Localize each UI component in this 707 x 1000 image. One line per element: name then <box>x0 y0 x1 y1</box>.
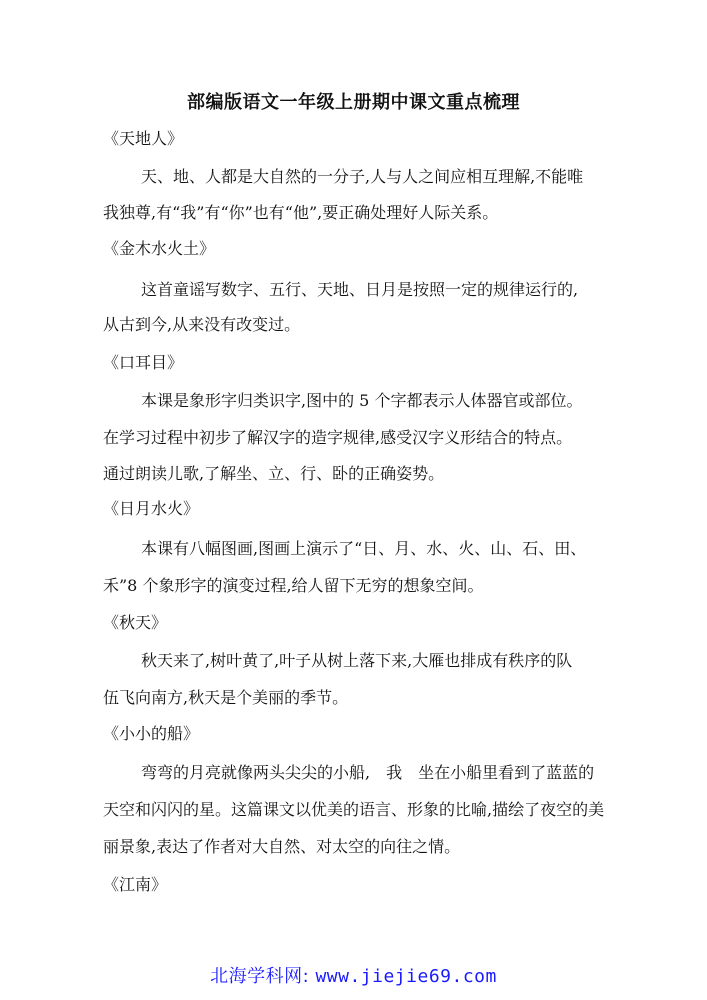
section-heading: 《小小的船》 <box>103 724 200 743</box>
paragraph-line: 这首童谣写数字、五行、天地、日月是按照一定的规律运行的, <box>141 280 579 299</box>
paragraph-line: 禾”8 个象形字的演变过程,给人留下无穷的想象空间。 <box>103 576 484 595</box>
section-heading: 《秋天》 <box>103 613 168 632</box>
paragraph-line: 丽景象,表达了作者对大自然、对太空的向往之情。 <box>103 837 461 856</box>
paragraph-line: 秋天来了,树叶黄了,叶子从树上落下来,大雁也排成有秩序的队 <box>141 651 573 670</box>
paragraph-line: 在学习过程中初步了解汉字的造字规律,感受汉字义形结合的特点。 <box>103 428 573 447</box>
paragraph-line: 伍飞向南方,秋天是个美丽的季节。 <box>103 688 349 707</box>
paragraph-line: 我独尊,有“我”有“你”也有“他”,要正确处理好人际关系。 <box>103 203 499 222</box>
footer-watermark <box>0 965 707 989</box>
section-heading: 《金木水火土》 <box>103 239 216 258</box>
footer-site-name: 北海学科网: <box>210 966 310 987</box>
paragraph-line: 通过朗读儿歌,了解坐、立、行、卧的正确姿势。 <box>103 464 445 483</box>
page-title: 部编版语文一年级上册期中课文重点梳理 <box>187 92 520 113</box>
section-heading: 《日月水火》 <box>103 499 200 518</box>
paragraph-line: 弯弯的月亮就像两头尖尖的小船, 我 坐在小船里看到了蓝蓝的 <box>141 763 595 782</box>
section-heading: 《口耳目》 <box>103 353 184 372</box>
section-heading: 《江南》 <box>103 875 168 894</box>
paragraph-line: 天空和闪闪的星。这篇课文以优美的语言、形象的比喻,描绘了夜空的美 <box>103 800 605 819</box>
paragraph-line: 本课是象形字归类识字,图中的 5 个字都表示人体器官或部位。 <box>141 391 583 410</box>
section-heading: 《天地人》 <box>103 129 184 148</box>
paragraph-line: 从古到今,从来没有改变过。 <box>103 315 301 334</box>
paragraph-line: 天、地、人都是大自然的一分子,人与人之间应相互理解,不能唯 <box>141 167 584 186</box>
footer-url-link[interactable]: www.jiejie69.com <box>315 966 497 987</box>
paragraph-line: 本课有八幅图画,图画上演示了“日、月、水、火、山、石、田、 <box>141 539 587 558</box>
